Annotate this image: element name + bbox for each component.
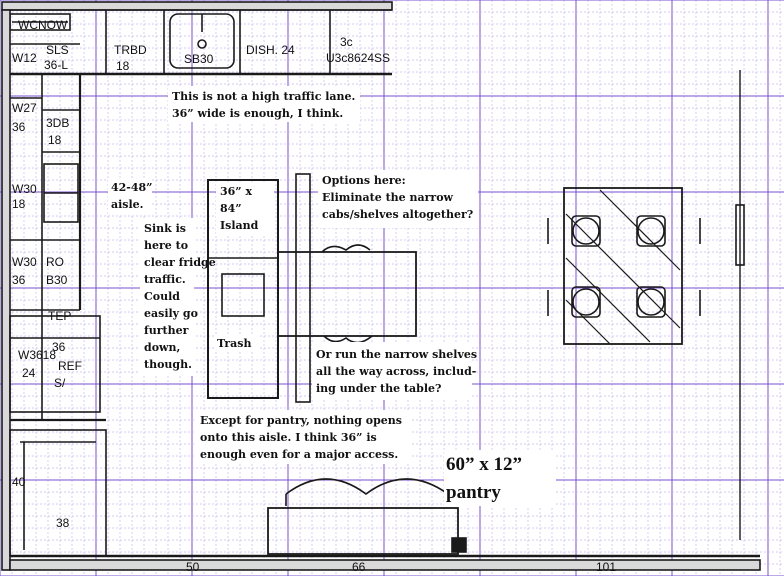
n36-label: 36 xyxy=(52,340,66,354)
traffic-note-line-2: 36” wide is enough, I think. xyxy=(172,107,344,120)
w36-num-label: 24 xyxy=(22,366,36,380)
island-note-line-1: 36” x xyxy=(220,185,253,198)
sink-note-line-5: Could xyxy=(144,290,180,303)
n66-label: 66 xyxy=(352,560,366,574)
ref-label: REF xyxy=(58,359,82,373)
trbd-num-label: 18 xyxy=(116,59,130,73)
w30b-num-label: 36 xyxy=(12,273,26,287)
top-wall xyxy=(2,2,392,10)
except-note-line-1: Except for pantry, nothing opens xyxy=(200,414,402,427)
pantry-size-label: 60” x 12” xyxy=(446,454,522,475)
n40-label: 40 xyxy=(12,475,26,489)
sls-label: SLS xyxy=(46,43,69,57)
shelves-note-line-1: Or run the narrow shelves xyxy=(316,348,478,361)
window-label: WCNOW xyxy=(18,18,68,32)
dish-label: DISH. 24 xyxy=(246,43,295,57)
w36-label: W3618 xyxy=(18,348,57,362)
w27-num-label: 36 xyxy=(12,120,26,134)
w27-label: W27 xyxy=(12,101,37,115)
ro-label: RO xyxy=(46,255,64,269)
except-note-line-3: enough even for a major access. xyxy=(200,448,399,461)
except-note-line-2: onto this aisle. I think 36” is xyxy=(200,431,377,444)
bottom-wall xyxy=(10,560,760,570)
u3-top-label: 3c xyxy=(340,35,353,49)
sink-note-line-6: easily go xyxy=(144,307,198,320)
traffic-note-line-1: This is not a high traffic lane. xyxy=(172,90,356,103)
sink-note-line-9: though. xyxy=(144,358,192,371)
sink-note-line-2: here to xyxy=(144,239,189,252)
sb30-label: SB30 xyxy=(184,52,214,66)
sink-note-line-7: further xyxy=(144,324,189,337)
w30a-label: W30 xyxy=(12,182,37,196)
n50-label: 50 xyxy=(186,560,200,574)
pantry-hatch xyxy=(452,538,466,552)
w30a-num-label: 18 xyxy=(12,197,26,211)
n101-label: 101 xyxy=(596,560,617,574)
trbd-label: TRBD xyxy=(114,43,147,57)
s-label: S/ xyxy=(54,376,66,390)
trash-note: Trash xyxy=(217,337,252,350)
b30-label: B30 xyxy=(46,273,68,287)
options-note-line-1: Options here: xyxy=(322,174,406,187)
aisle-note-line-1: 42-48” xyxy=(111,181,153,194)
w12-label: W12 xyxy=(12,51,37,65)
tep-label: TEP xyxy=(48,309,72,323)
options-note-line-2: Eliminate the narrow xyxy=(322,191,454,204)
sink-note-line-8: down, xyxy=(144,341,181,354)
options-note-line-3: cabs/shelves altogether? xyxy=(322,208,474,221)
db-num-label: 18 xyxy=(48,133,62,147)
db-label: 3DB xyxy=(46,116,70,130)
w30b-label: W30 xyxy=(12,255,37,269)
island-note-line-2: 84” xyxy=(220,202,242,215)
sl36-label: 36-L xyxy=(44,58,69,72)
n38-label: 38 xyxy=(56,516,70,530)
sink-note-line-1: Sink is xyxy=(144,222,186,235)
sink-note-line-3: clear fridge xyxy=(144,256,216,269)
shelves-note-line-2: all the way across, includ- xyxy=(316,365,477,378)
pantry-label: pantry xyxy=(446,482,501,503)
shelves-note-line-3: ing under the table? xyxy=(316,382,442,395)
u3-label: U3c8624SS xyxy=(326,51,391,65)
sink-note-line-4: traffic. xyxy=(144,273,186,286)
left-wall xyxy=(2,10,10,570)
aisle-note-line-2: aisle. xyxy=(111,198,144,211)
island-note-line-3: Island xyxy=(220,219,259,232)
